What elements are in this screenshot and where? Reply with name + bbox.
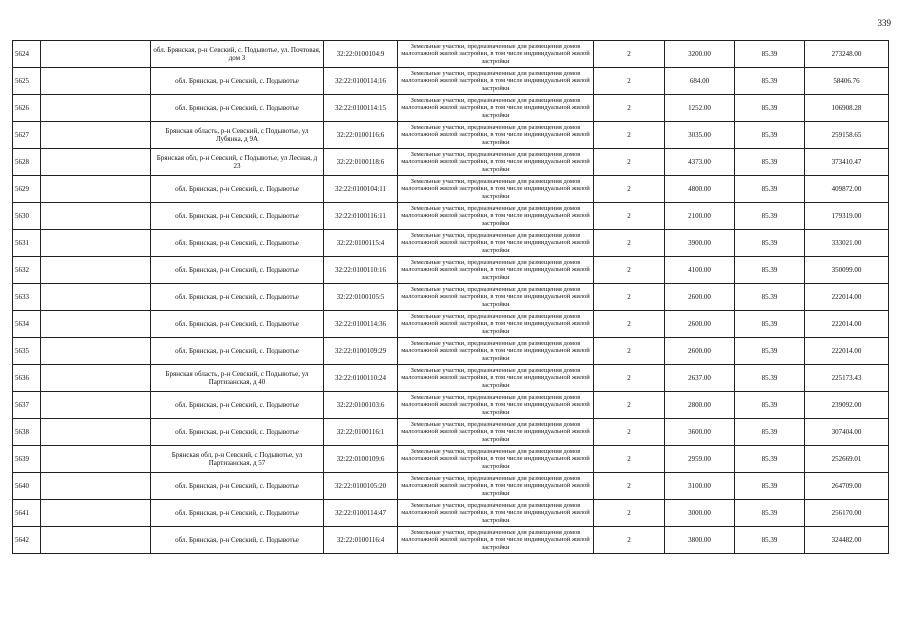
specific-value-cell: 85.39 xyxy=(735,446,805,473)
permitted-use-cell: Земельные участки, предназначенные для размещения домов малоэтажной жилой застройки, в том числе индивидуальной жилой застройки xyxy=(398,230,594,257)
table-row xyxy=(13,284,889,311)
permitted-use-cell: Земельные участки, предназначенные для размещения домов малоэтажной жилой застройки, в том числе индивидуальной жилой застройки xyxy=(398,95,594,122)
spacer-cell xyxy=(41,419,151,446)
permitted-use-cell: Земельные участки, предназначенные для размещения домов малоэтажной жилой застройки, в том числе индивидуальной жилой застройки xyxy=(398,473,594,500)
cadastral-value-cell: 350099.00 xyxy=(805,257,889,284)
page-number: 339 xyxy=(877,18,891,28)
cadastral-value-cell: 264709.00 xyxy=(805,473,889,500)
table-row xyxy=(13,68,889,95)
cadastral-number-cell: 32:22:0100103:6 xyxy=(324,392,398,419)
permitted-use-cell: Земельные участки, предназначенные для размещения домов малоэтажной жилой застройки, в том числе индивидуальной жилой застройки xyxy=(398,392,594,419)
area-cell: 2600.00 xyxy=(665,338,735,365)
cadastral-number-cell: 32:22:0100110:16 xyxy=(324,257,398,284)
row-number-cell: 5627 xyxy=(13,122,41,149)
permitted-use-cell: Земельные участки, предназначенные для размещения домов малоэтажной жилой застройки, в том числе индивидуальной жилой застройки xyxy=(398,149,594,176)
cadastral-value-cell: 256170.00 xyxy=(805,500,889,527)
permitted-use-cell: Земельные участки, предназначенные для размещения домов малоэтажной жилой застройки, в том числе индивидуальной жилой застройки xyxy=(398,257,594,284)
category-cell: 2 xyxy=(594,203,665,230)
specific-value-cell: 85.39 xyxy=(735,365,805,392)
spacer-cell xyxy=(41,365,151,392)
spacer-cell xyxy=(41,392,151,419)
table-row xyxy=(13,446,889,473)
row-number-cell: 5626 xyxy=(13,95,41,122)
specific-value-cell: 85.39 xyxy=(735,284,805,311)
table-row xyxy=(13,365,889,392)
permitted-use-cell: Земельные участки, предназначенные для размещения домов малоэтажной жилой застройки, в том числе индивидуальной жилой застройки xyxy=(398,419,594,446)
address-cell: обл. Брянская, р-н Севский, с. Подывотье xyxy=(151,392,324,419)
spacer-cell xyxy=(41,527,151,554)
specific-value-cell: 85.39 xyxy=(735,230,805,257)
permitted-use-cell: Земельные участки, предназначенные для размещения домов малоэтажной жилой застройки, в том числе индивидуальной жилой застройки xyxy=(398,311,594,338)
address-cell: обл. Брянская, р-н Севский, с. Подывотье xyxy=(151,203,324,230)
cadastral-value-cell: 252669.01 xyxy=(805,446,889,473)
address-cell: обл. Брянская, р-н Севский, с. Подывотье xyxy=(151,500,324,527)
category-cell: 2 xyxy=(594,176,665,203)
cadastral-number-cell: 32:22:0100109:29 xyxy=(324,338,398,365)
cadastral-value-cell: 58406.76 xyxy=(805,68,889,95)
address-cell: Брянская обл, р-н Севский, с Подывотье, ул Лесная, д 23 xyxy=(151,149,324,176)
row-number-cell: 5625 xyxy=(13,68,41,95)
category-cell: 2 xyxy=(594,338,665,365)
cadastral-value-cell: 222014.00 xyxy=(805,338,889,365)
table-row xyxy=(13,338,889,365)
category-cell: 2 xyxy=(594,392,665,419)
row-number-cell: 5635 xyxy=(13,338,41,365)
address-cell: обл. Брянская, р-н Севский, с. Подывотье xyxy=(151,311,324,338)
cadastral-number-cell: 32:22:0100116:4 xyxy=(324,527,398,554)
area-cell: 684.00 xyxy=(665,68,735,95)
area-cell: 2600.00 xyxy=(665,284,735,311)
cadastral-number-cell: 32:22:0100116:1 xyxy=(324,419,398,446)
cadastral-value-cell: 179319.00 xyxy=(805,203,889,230)
cadastral-number-cell: 32:22:0100115:4 xyxy=(324,230,398,257)
permitted-use-cell: Земельные участки, предназначенные для размещения домов малоэтажной жилой застройки, в том числе индивидуальной жилой застройки xyxy=(398,176,594,203)
category-cell: 2 xyxy=(594,500,665,527)
cadastral-value-cell: 409872.00 xyxy=(805,176,889,203)
address-cell: Брянская обл, р-н Севский, с Подывотье, ул Партизанская, д 57 xyxy=(151,446,324,473)
address-cell: обл. Брянская, р-н Севский, с. Подывотье, ул. Почтовая, дом 3 xyxy=(151,41,324,68)
category-cell: 2 xyxy=(594,419,665,446)
table-row xyxy=(13,392,889,419)
category-cell: 2 xyxy=(594,68,665,95)
area-cell: 2959.00 xyxy=(665,446,735,473)
area-cell: 4373.00 xyxy=(665,149,735,176)
row-number-cell: 5637 xyxy=(13,392,41,419)
address-cell: Брянская область, р-н Севский, с Подывотье, ул Лубянка, д 9А xyxy=(151,122,324,149)
spacer-cell xyxy=(41,122,151,149)
row-number-cell: 5633 xyxy=(13,284,41,311)
spacer-cell xyxy=(41,311,151,338)
cadastral-number-cell: 32:22:0100114:15 xyxy=(324,95,398,122)
specific-value-cell: 85.39 xyxy=(735,203,805,230)
specific-value-cell: 85.39 xyxy=(735,527,805,554)
permitted-use-cell: Земельные участки, предназначенные для размещения домов малоэтажной жилой застройки, в том числе индивидуальной жилой застройки xyxy=(398,338,594,365)
area-cell: 3800.00 xyxy=(665,527,735,554)
address-cell: обл. Брянская, р-н Севский, с. Подывотье xyxy=(151,68,324,95)
cadastral-number-cell: 32:22:0100109:6 xyxy=(324,446,398,473)
spacer-cell xyxy=(41,473,151,500)
row-number-cell: 5639 xyxy=(13,446,41,473)
specific-value-cell: 85.39 xyxy=(735,392,805,419)
address-cell: обл. Брянская, р-н Севский, с. Подывотье xyxy=(151,95,324,122)
table-row xyxy=(13,203,889,230)
permitted-use-cell: Земельные участки, предназначенные для размещения домов малоэтажной жилой застройки, в том числе индивидуальной жилой застройки xyxy=(398,203,594,230)
category-cell: 2 xyxy=(594,446,665,473)
specific-value-cell: 85.39 xyxy=(735,122,805,149)
category-cell: 2 xyxy=(594,284,665,311)
table-row xyxy=(13,41,889,68)
table-row xyxy=(13,311,889,338)
cadastral-number-cell: 32:22:0100116:11 xyxy=(324,203,398,230)
cadastral-value-cell: 259158.65 xyxy=(805,122,889,149)
spacer-cell xyxy=(41,257,151,284)
table-row xyxy=(13,473,889,500)
area-cell: 3200.00 xyxy=(665,41,735,68)
cadastral-value-cell: 106908.28 xyxy=(805,95,889,122)
table-row xyxy=(13,257,889,284)
permitted-use-cell: Земельные участки, предназначенные для размещения домов малоэтажной жилой застройки, в том числе индивидуальной жилой застройки xyxy=(398,122,594,149)
spacer-cell xyxy=(41,500,151,527)
permitted-use-cell: Земельные участки, предназначенные для размещения домов малоэтажной жилой застройки, в том числе индивидуальной жилой застройки xyxy=(398,527,594,554)
address-cell: Брянская область, р-н Севский, с Подывотье, ул Партизанская, д 40 xyxy=(151,365,324,392)
cadastral-value-cell: 324482.00 xyxy=(805,527,889,554)
address-cell: обл. Брянская, р-н Севский, с. Подывотье xyxy=(151,527,324,554)
table-row xyxy=(13,500,889,527)
spacer-cell xyxy=(41,176,151,203)
cadastral-value-cell: 333021.00 xyxy=(805,230,889,257)
specific-value-cell: 85.39 xyxy=(735,500,805,527)
specific-value-cell: 85.39 xyxy=(735,176,805,203)
specific-value-cell: 85.39 xyxy=(735,149,805,176)
cadastral-number-cell: 32:22:0100104:9 xyxy=(324,41,398,68)
category-cell: 2 xyxy=(594,95,665,122)
row-number-cell: 5641 xyxy=(13,500,41,527)
spacer-cell xyxy=(41,203,151,230)
spacer-cell xyxy=(41,338,151,365)
table-body xyxy=(13,41,889,554)
category-cell: 2 xyxy=(594,257,665,284)
area-cell: 2600.00 xyxy=(665,311,735,338)
spacer-cell xyxy=(41,68,151,95)
area-cell: 4800.00 xyxy=(665,176,735,203)
specific-value-cell: 85.39 xyxy=(735,338,805,365)
category-cell: 2 xyxy=(594,365,665,392)
cadastral-number-cell: 32:22:0100105:20 xyxy=(324,473,398,500)
area-cell: 3900.00 xyxy=(665,230,735,257)
specific-value-cell: 85.39 xyxy=(735,473,805,500)
row-number-cell: 5638 xyxy=(13,419,41,446)
specific-value-cell: 85.39 xyxy=(735,41,805,68)
category-cell: 2 xyxy=(594,122,665,149)
cadastral-value-cell: 222014.00 xyxy=(805,311,889,338)
cadastral-value-cell: 239092.00 xyxy=(805,392,889,419)
row-number-cell: 5630 xyxy=(13,203,41,230)
cadastral-number-cell: 32:22:0100118:6 xyxy=(324,149,398,176)
spacer-cell xyxy=(41,95,151,122)
address-cell: обл. Брянская, р-н Севский, с. Подывотье xyxy=(151,473,324,500)
cadastral-number-cell: 32:22:0100114:47 xyxy=(324,500,398,527)
area-cell: 2637.00 xyxy=(665,365,735,392)
specific-value-cell: 85.39 xyxy=(735,311,805,338)
row-number-cell: 5628 xyxy=(13,149,41,176)
cadastral-value-cell: 222014.00 xyxy=(805,284,889,311)
cadastral-value-cell: 273248.00 xyxy=(805,41,889,68)
row-number-cell: 5640 xyxy=(13,473,41,500)
spacer-cell xyxy=(41,284,151,311)
table-row xyxy=(13,122,889,149)
permitted-use-cell: Земельные участки, предназначенные для размещения домов малоэтажной жилой застройки, в том числе индивидуальной жилой застройки xyxy=(398,446,594,473)
area-cell: 3000.00 xyxy=(665,500,735,527)
cadastral-value-cell: 373410.47 xyxy=(805,149,889,176)
cadastral-number-cell: 32:22:0100116:6 xyxy=(324,122,398,149)
cadastral-number-cell: 32:22:0100105:5 xyxy=(324,284,398,311)
cadastral-number-cell: 32:22:0100114:36 xyxy=(324,311,398,338)
area-cell: 2800.00 xyxy=(665,392,735,419)
address-cell: обл. Брянская, р-н Севский, с. Подывотье xyxy=(151,284,324,311)
permitted-use-cell: Земельные участки, предназначенные для размещения домов малоэтажной жилой застройки, в том числе индивидуальной жилой застройки xyxy=(398,68,594,95)
category-cell: 2 xyxy=(594,230,665,257)
cadastral-value-cell: 307404.00 xyxy=(805,419,889,446)
cadastral-value-cell: 225173.43 xyxy=(805,365,889,392)
category-cell: 2 xyxy=(594,41,665,68)
spacer-cell xyxy=(41,446,151,473)
table-row xyxy=(13,527,889,554)
cadastral-number-cell: 32:22:0100104:11 xyxy=(324,176,398,203)
row-number-cell: 5634 xyxy=(13,311,41,338)
area-cell: 3035.00 xyxy=(665,122,735,149)
specific-value-cell: 85.39 xyxy=(735,95,805,122)
table-row xyxy=(13,149,889,176)
row-number-cell: 5642 xyxy=(13,527,41,554)
land-registry-table xyxy=(12,40,889,554)
spacer-cell xyxy=(41,41,151,68)
cadastral-number-cell: 32:22:0100110:24 xyxy=(324,365,398,392)
table-row xyxy=(13,176,889,203)
specific-value-cell: 85.39 xyxy=(735,419,805,446)
permitted-use-cell: Земельные участки, предназначенные для размещения домов малоэтажной жилой застройки, в том числе индивидуальной жилой застройки xyxy=(398,500,594,527)
area-cell: 2100.00 xyxy=(665,203,735,230)
table-row xyxy=(13,419,889,446)
row-number-cell: 5636 xyxy=(13,365,41,392)
row-number-cell: 5632 xyxy=(13,257,41,284)
address-cell: обл. Брянская, р-н Севский, с. Подывотье xyxy=(151,257,324,284)
permitted-use-cell: Земельные участки, предназначенные для размещения домов малоэтажной жилой застройки, в том числе индивидуальной жилой застройки xyxy=(398,284,594,311)
category-cell: 2 xyxy=(594,473,665,500)
row-number-cell: 5624 xyxy=(13,41,41,68)
area-cell: 1252.00 xyxy=(665,95,735,122)
cadastral-number-cell: 32:22:0100114:16 xyxy=(324,68,398,95)
table-row xyxy=(13,95,889,122)
address-cell: обл. Брянская, р-н Севский, с. Подывотье xyxy=(151,230,324,257)
category-cell: 2 xyxy=(594,527,665,554)
category-cell: 2 xyxy=(594,149,665,176)
address-cell: обл. Брянская, р-н Севский, с. Подывотье xyxy=(151,338,324,365)
row-number-cell: 5631 xyxy=(13,230,41,257)
table-row xyxy=(13,230,889,257)
row-number-cell: 5629 xyxy=(13,176,41,203)
permitted-use-cell: Земельные участки, предназначенные для размещения домов малоэтажной жилой застройки, в том числе индивидуальной жилой застройки xyxy=(398,41,594,68)
specific-value-cell: 85.39 xyxy=(735,257,805,284)
permitted-use-cell: Земельные участки, предназначенные для размещения домов малоэтажной жилой застройки, в том числе индивидуальной жилой застройки xyxy=(398,365,594,392)
area-cell: 4100.00 xyxy=(665,257,735,284)
address-cell: обл. Брянская, р-н Севский, с. Подывотье xyxy=(151,176,324,203)
specific-value-cell: 85.39 xyxy=(735,68,805,95)
spacer-cell xyxy=(41,149,151,176)
spacer-cell xyxy=(41,230,151,257)
area-cell: 3100.00 xyxy=(665,473,735,500)
category-cell: 2 xyxy=(594,311,665,338)
area-cell: 3600.00 xyxy=(665,419,735,446)
address-cell: обл. Брянская, р-н Севский, с. Подывотье xyxy=(151,419,324,446)
